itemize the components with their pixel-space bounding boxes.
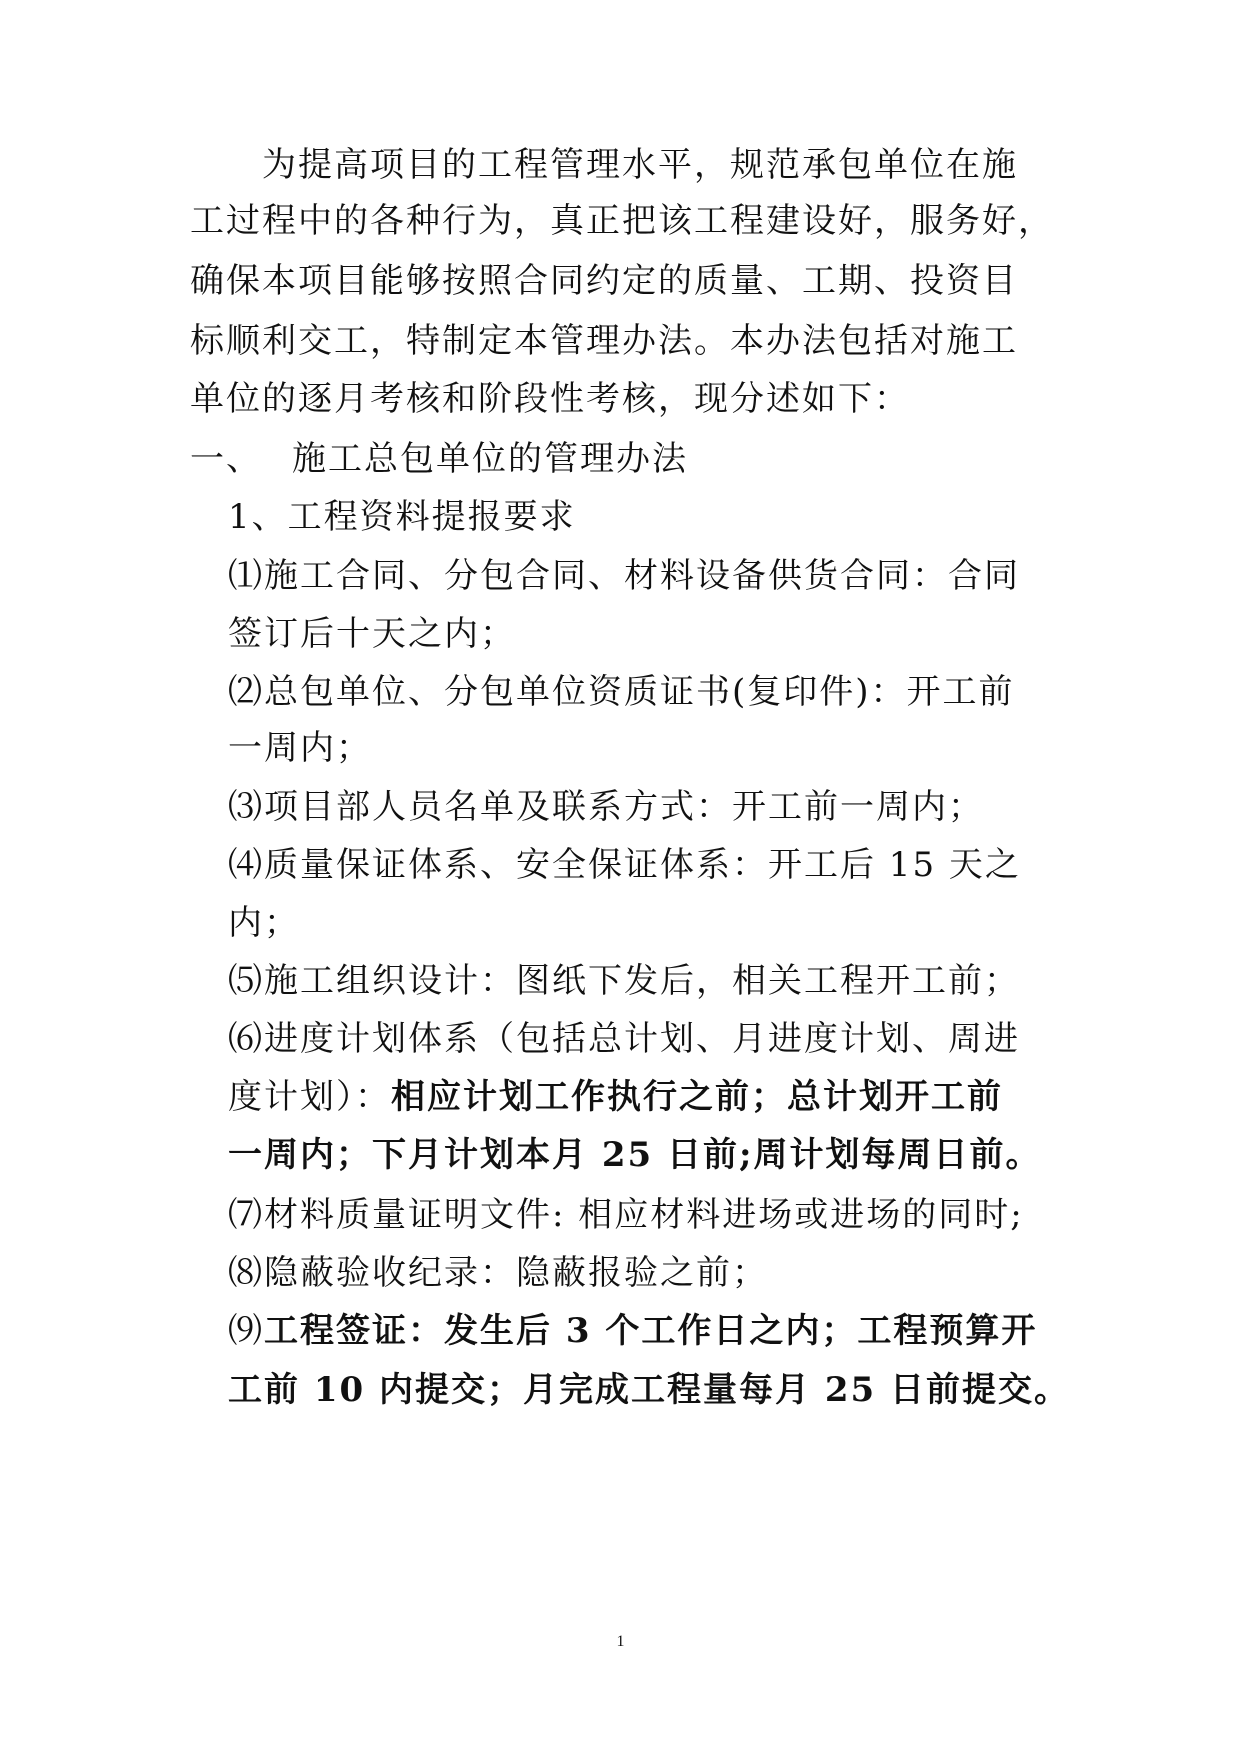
item-9-line-1 xyxy=(228,1311,1060,1351)
item-9-line-2: 工前 10 内提交；月完成工程量每月 25 日前提交。 xyxy=(228,1370,1070,1410)
page-number: 1 xyxy=(616,1633,625,1650)
item-1-line-1: ⑴施工合同、分包合同、材料设备供货合同：合同 xyxy=(228,556,1020,596)
item-9-bold-text: 工程签证：发生后 3 个工作日之内；工程预算开 xyxy=(264,1311,1038,1351)
item-4-line-1: ⑷质量保证体系、安全保证体系：开工后 15 天之 xyxy=(228,845,1021,885)
item-4-line-2: 内； xyxy=(228,903,300,943)
section-number: 一、 xyxy=(190,439,262,479)
intro-line-1: 为提高项目的工程管理水平，规范承包单位在施 xyxy=(262,145,1018,185)
section-heading-1 xyxy=(190,439,1060,479)
intro-line-3: 确保本项目能够按照合同约定的质量、工期、投资目 xyxy=(190,261,1018,301)
item-2-line-1: ⑵总包单位、分包单位资质证书(复印件)：开工前 xyxy=(228,672,1015,712)
intro-line-5: 单位的逐月考核和阶段性考核，现分述如下： xyxy=(190,379,910,419)
item-6-line-3: 一周内；下月计划本月 25 日前;周计划每周日前。 xyxy=(228,1135,1042,1175)
item-5: ⑸施工组织设计：图纸下发后，相关工程开工前； xyxy=(228,961,1020,1001)
item-8: ⑻隐蔽验收纪录：隐蔽报验之前； xyxy=(228,1253,768,1293)
item-6-line-1: ⑹进度计划体系（包括总计划、月进度计划、周进 xyxy=(228,1019,1020,1059)
item-3: ⑶项目部人员名单及联系方式：开工前一周内； xyxy=(228,787,984,827)
intro-line-2: 工过程中的各种行为，真正把该工程建设好，服务好， xyxy=(190,201,1054,241)
item-1-line-2: 签订后十天之内； xyxy=(228,614,516,654)
item-7: ⑺材料质量证明文件: 相应材料进场或进场的同时; xyxy=(228,1195,1024,1235)
section-title: 施工总包单位的管理办法 xyxy=(292,439,688,479)
item-6-plain-text: 度计划）： xyxy=(228,1077,391,1117)
item-6-line-2 xyxy=(228,1077,1060,1117)
intro-line-4: 标顺利交工，特制定本管理办法。本办法包括对施工 xyxy=(190,321,1018,361)
item-6-bold-text: 相应计划工作执行之前；总计划开工前 xyxy=(391,1077,1003,1117)
subsection-heading-1: 1、工程资料提报要求 xyxy=(228,497,576,537)
item-9-number: ⑼ xyxy=(228,1311,264,1351)
item-2-line-2: 一周内； xyxy=(228,728,372,768)
